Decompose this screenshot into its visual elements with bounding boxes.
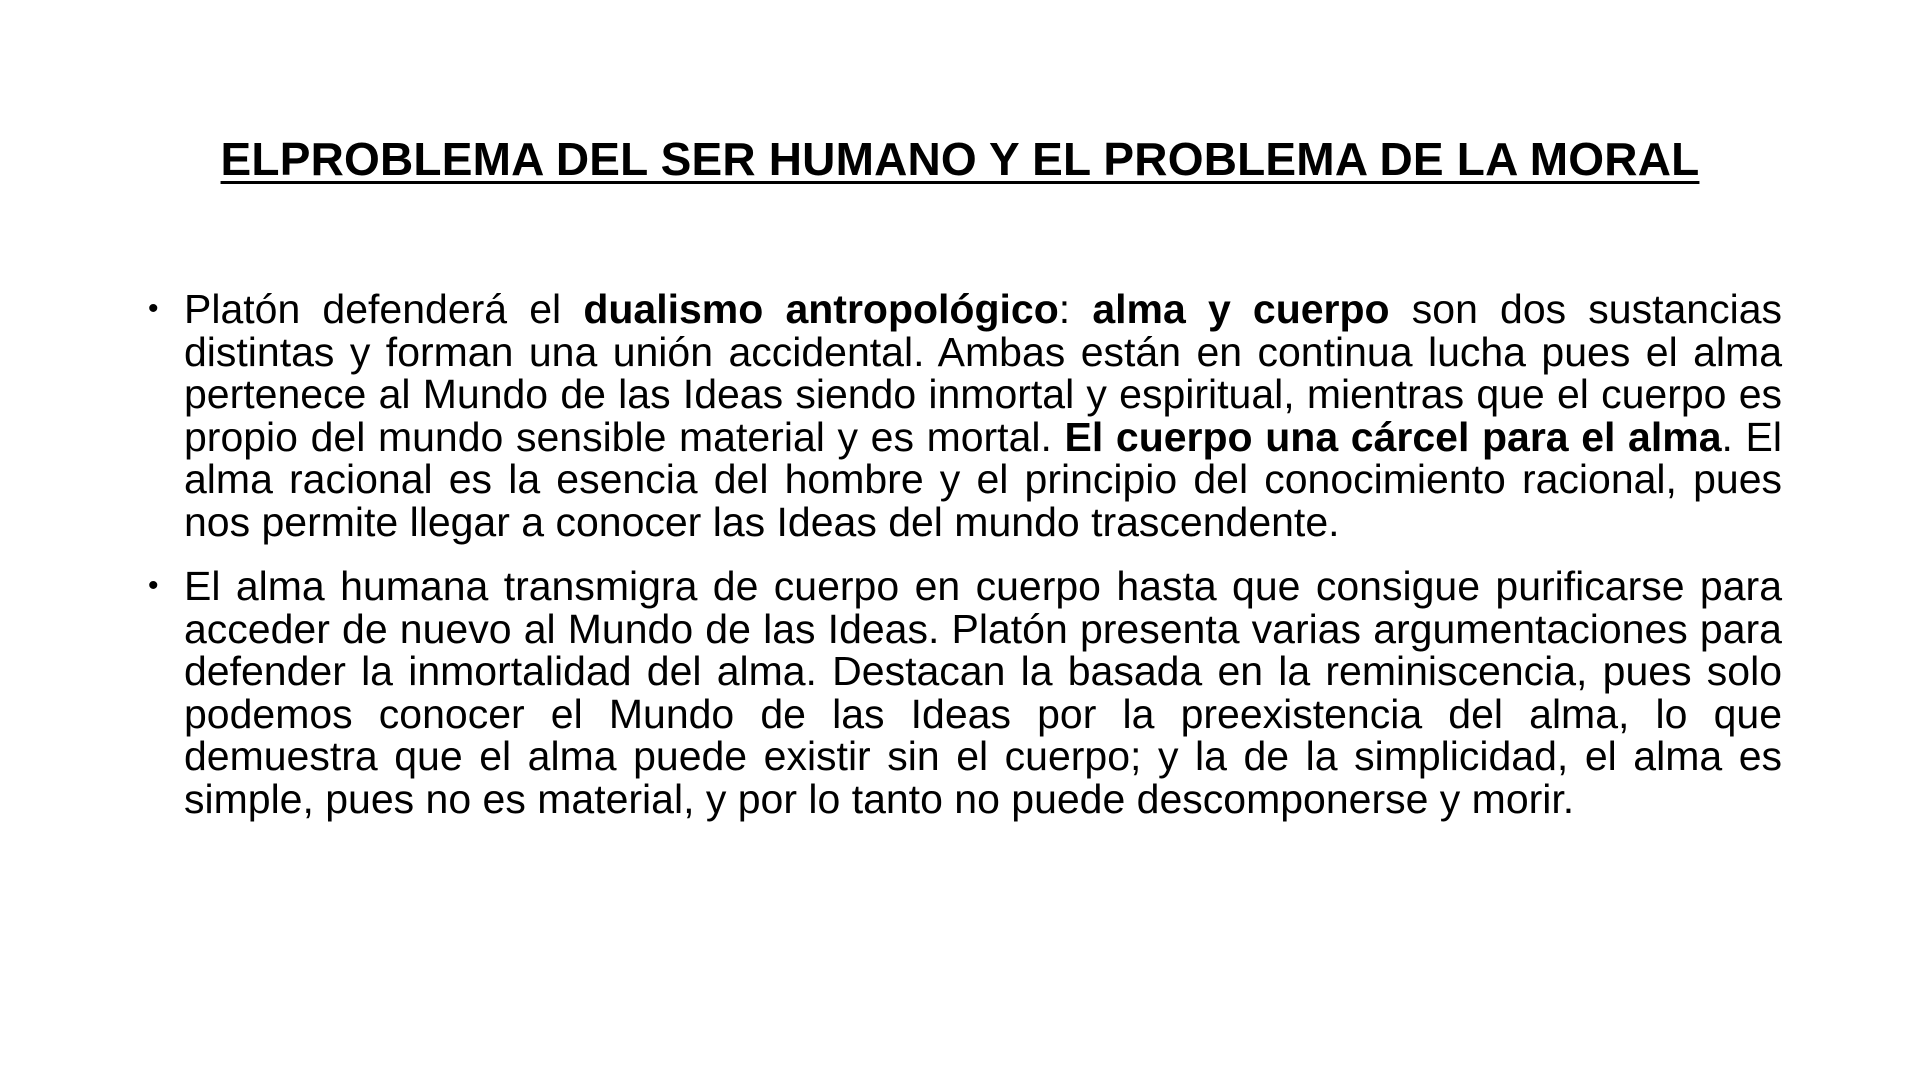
bold-term: El cuerpo una cárcel para el alma	[1064, 413, 1722, 460]
bullet-icon: •	[148, 292, 159, 325]
bold-term: dualismo antropológico	[583, 286, 1059, 332]
bullet-item-dualism	[140, 288, 1782, 543]
text-segment: Platón defenderá el	[184, 286, 584, 332]
text-segment: El alma humana transmigra de cuerpo en cuerpo hasta que consigue purificarse para acceder de nuevo al Mundo de las Ideas. Platón presenta varias argumentaciones para defender la inmortalidad del alma. Destacan la basada en la reminiscencia, pues solo podemos conocer el Mundo de las Ideas por la preexistencia del alma, lo que demuestra que el alma puede existir sin el cuerpo; y la de la simplicidad, el alma es simple, pues no es material, y por lo tanto no puede descomponerse y morir.	[184, 563, 1782, 822]
text-segment: son dos sustancias distintas y forman una unión accidental. Ambas están en continua lucha pues el alma pertenece al Mundo de las Ideas siendo inmortal y espiritual, mientras que el cuerpo es propio del mundo sensible material y es mortal.	[184, 286, 1783, 460]
bullet-item-transmigration	[140, 565, 1782, 820]
text-segment: . El alma racional es la esencia del hombre y el principio del conocimiento racional, pues nos permite llegar a conocer las Ideas del mundo trascendente.	[184, 413, 1782, 545]
text-segment: :	[1058, 286, 1093, 332]
slide-title: ELPROBLEMA DEL SER HUMANO Y EL PROBLEMA DE LA MORAL	[220, 133, 1700, 185]
bullet-icon: •	[148, 569, 159, 602]
bold-term: alma y cuerpo	[1092, 286, 1390, 332]
bullet-list	[140, 288, 1782, 842]
